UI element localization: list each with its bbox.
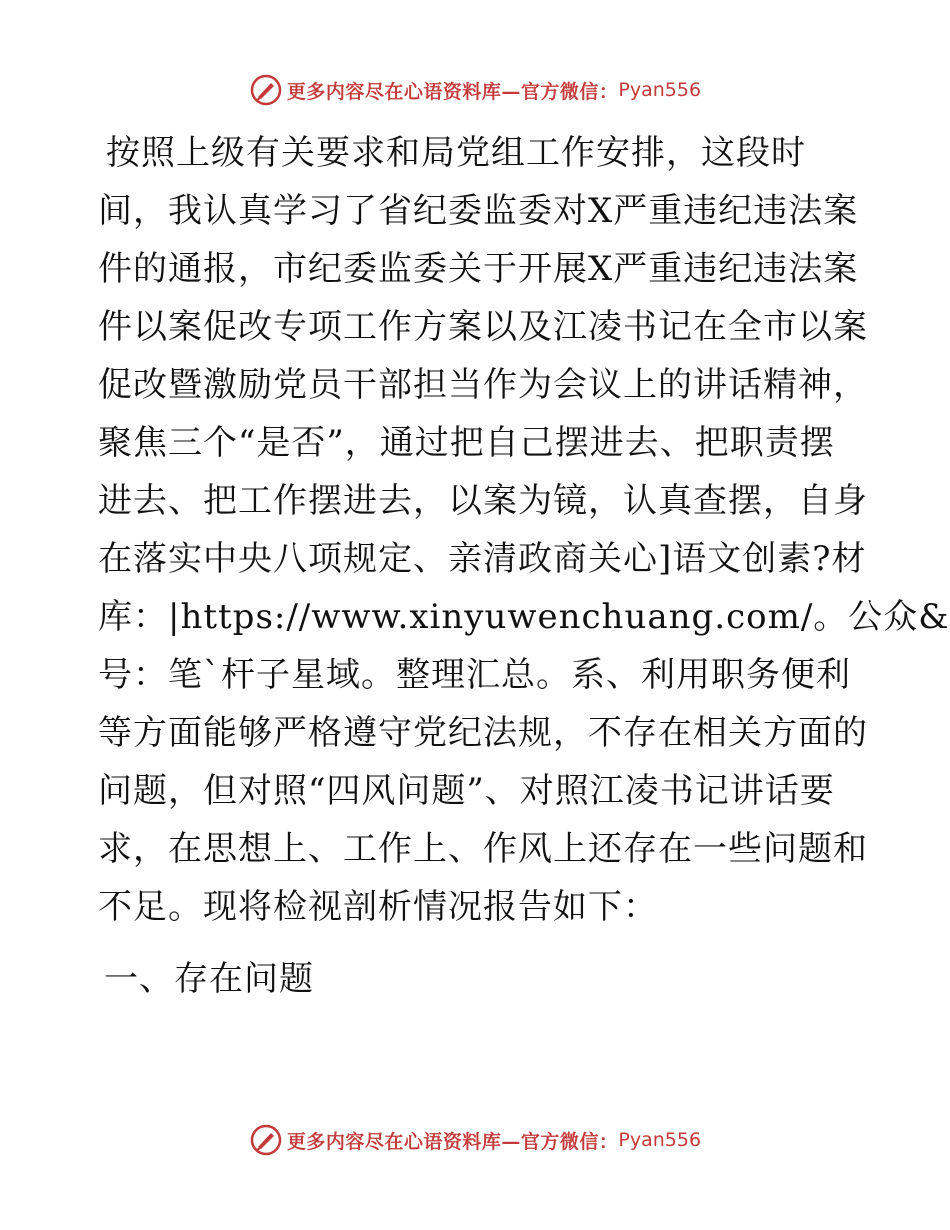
body-line: 件的通报，市纪委监委关于开展X严重违纪违法案 [98,249,859,289]
document-body [98,124,950,936]
banner-main-text: 更多内容尽在心语资料库—官方微信： [286,1130,619,1153]
body-line: 按照上级有关要求和局党组工作安排，这段时 [106,133,806,173]
body-line: 促改暨激励党员干部担当作为会议上的讲话精神， [98,365,868,405]
quill-logo-icon [249,73,283,107]
header-watermark-banner [0,70,950,110]
body-line: 号：笔`杆子星域。整理汇总。系、利用职务便利 [98,655,851,695]
body-line: 聚焦三个“是否”，通过把自己摆进去、把职责摆 [98,423,835,463]
banner-wechat-id: Pyan556 [618,79,702,101]
body-line: 件以案促改专项工作方案以及江凌书记在全市以案 [98,307,868,347]
body-line: 进去、把工作摆进去，以案为镜，认真查摆，自身 [98,481,868,521]
body-line: 等方面能够严格遵守党纪法规，不存在相关方面的 [98,713,868,753]
quill-logo-icon [249,1123,283,1157]
section-heading: 一、存在问题 [104,959,314,999]
banner-main-text: 更多内容尽在心语资料库—官方微信： [286,80,619,103]
body-line: 不足。现将检视剖析情况报告如下： [98,887,658,927]
banner-wechat-id: Pyan556 [618,1129,702,1151]
body-line: 问题，但对照“四风问题”、对照江凌书记讲话要 [98,771,835,811]
body-line: 库：|https://www.xinyuwenchuang.com/。公众& [98,597,950,637]
body-line: 求，在思想上、工作上、作风上还存在一些问题和 [98,829,868,869]
body-line: 在落实中央八项规定、亲清政商关心]语文创素?材 [98,539,867,579]
footer-watermark-banner [0,1120,950,1160]
body-line: 间，我认真学习了省纪委监委对X严重违纪违法案 [98,191,859,231]
